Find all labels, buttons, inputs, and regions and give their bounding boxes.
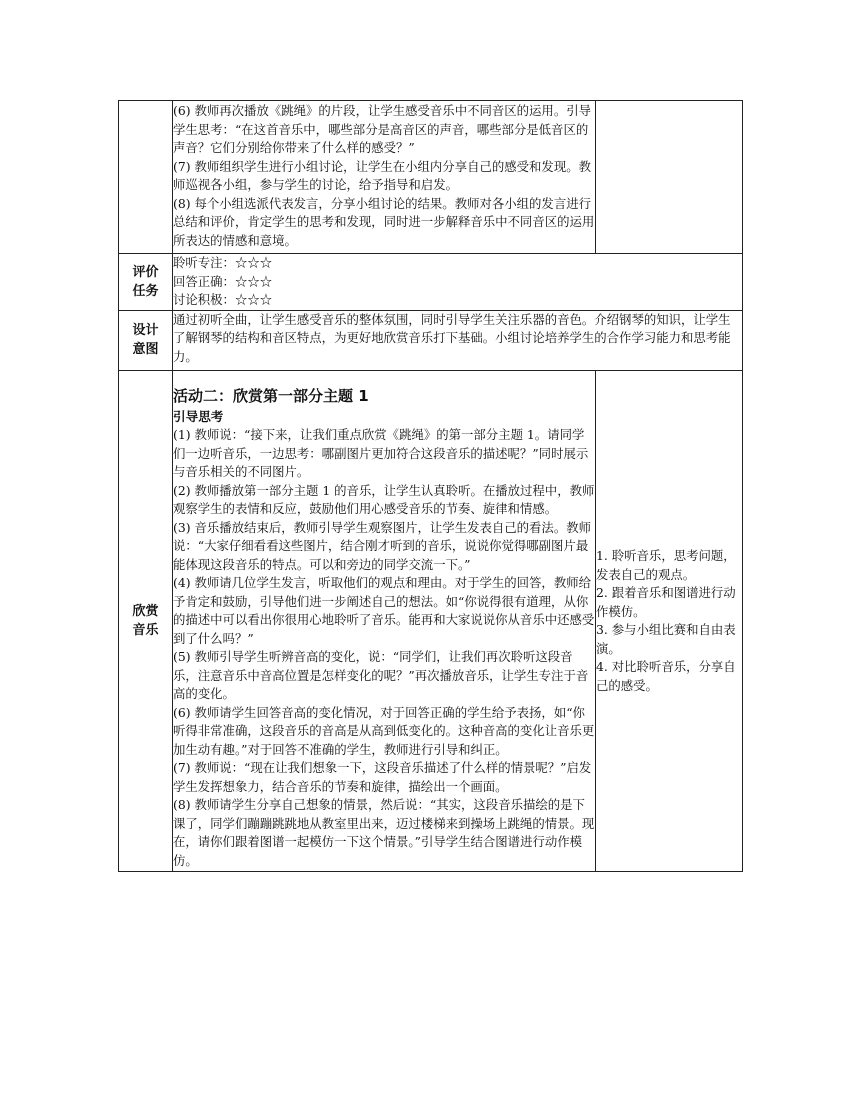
evaluation-item — [173, 273, 742, 292]
label-line: 评价 — [132, 264, 159, 280]
label-line: 欣赏 — [132, 604, 159, 619]
list-item: (6) 教师再次播放《跳绳》的片段，让学生感受音乐中不同音区的运用。引导学生思考：“在这首音乐中，哪些部分是高音区的声音，哪些部分是低音区的声音？它们分别给你带来了什么样的感受？” — [173, 103, 591, 155]
continued-label-cell — [119, 101, 173, 254]
student-activities-cell — [596, 371, 743, 872]
evaluation-content-cell — [173, 254, 743, 311]
evaluation-item-name: 聆听专注： — [173, 255, 235, 270]
label-line: 设计 — [132, 323, 159, 339]
star-rating: ☆☆☆ — [234, 292, 273, 307]
evaluation-item — [173, 254, 742, 273]
list-item: (5) 教师引导学生听辨音高的变化，说：“同学们，让我们再次聆听这段音乐，注意音乐中音高位置是怎样变化的呢？”再次播放音乐，让学生专注于音高的变化。 — [173, 649, 589, 701]
label-line: 音乐 — [132, 623, 159, 638]
list-item: (6) 教师请学生回答音高的变化情况，对于回答正确的学生给予表扬，如“你听得非常准确，这段音乐的音高是从高到低变化的。这种音高的变化让音乐更加生动有趣。”对于回答不准确的学生，教师进行引导和纠正。 — [173, 704, 595, 757]
evaluation-label — [119, 254, 173, 311]
appreciation-label — [119, 371, 173, 872]
appreciation-content-cell — [173, 371, 596, 872]
design-row — [119, 310, 743, 371]
continued-side-cell — [596, 101, 743, 254]
student-activity-item: 3. 参与小组比赛和自由表演。 — [596, 622, 736, 656]
design-label — [119, 310, 173, 371]
list-item: (4) 教师请几位学生发言，听取他们的观点和理由。对于学生的回答，教师给予肯定和鼓励，引导他们进一步阐述自己的想法。如“你说得很有道理，从你的描述中可以看出你很用心地聆听了音乐。能再和大家说说你从音乐中还感受到了什么吗？” — [173, 575, 595, 646]
label-line: 任务 — [132, 283, 159, 299]
appreciation-row — [119, 371, 743, 872]
list-item: (2) 教师播放第一部分主题 1 的音乐，让学生认真聆听。在播放过程中，教师观察学生的表情和反应，鼓励他们用心感受音乐的节奏、旋律和情感。 — [173, 482, 595, 516]
list-item: (7) 教师组织学生进行小组讨论，让学生在小组内分享自己的感受和发现。教师巡视各小组，参与学生的讨论，给予指导和启发。 — [173, 158, 591, 192]
continued-row — [119, 101, 743, 254]
section-subtitle: 引导思考 — [173, 409, 224, 424]
list-item: (8) 每个小组选派代表发言，分享小组讨论的结果。教师对各小组的发言进行总结和评价，肯定学生的思考和发现，同时进一步解释音乐中不同音区的运用所表达的情感和意境。 — [173, 195, 595, 248]
evaluation-item-name: 讨论积极： — [173, 292, 235, 307]
design-content-cell — [173, 310, 743, 371]
list-item: (7) 教师说：“现在让我们想象一下，这段音乐描述了什么样的情景呢？”启发学生发挥想象力，结合音乐的节奏和旋律，描绘出一个画面。 — [173, 760, 592, 794]
student-activity-item: 4. 对比聆听音乐，分享自己的感受。 — [596, 659, 736, 693]
continued-content-cell — [173, 101, 596, 254]
activity-title: 活动二：欣赏第一部分主题 1 — [173, 387, 369, 405]
list-item: (8) 教师请学生分享自己想象的情景，然后说：“其实，这段音乐描绘的是下课了，同学们蹦蹦跳跳地从教室里出来，迈过楼梯来到操场上跳绳的情景。现在，请你们跟着图谱一起模仿一下这个情景。”引导学生结合图谱进行动作模仿。 — [173, 797, 595, 868]
evaluation-row — [119, 254, 743, 311]
list-item: (3) 音乐播放结束后，教师引导学生观察图片，让学生发表自己的看法。教师说：“大家仔细看看这些图片，结合刚才听到的音乐，说说你觉得哪副图片最能体现这段音乐的特点。可以和旁边的同学交流一下。” — [173, 519, 591, 572]
design-text: 通过初听全曲，让学生感受音乐的整体氛围，同时引导学生关注乐器的音色。介绍钢琴的知识，让学生了解钢琴的结构和音区特点，为更好地欣赏音乐打下基础。小组讨论培养学生的合作学习能力和思考能力。 — [173, 311, 731, 364]
student-activity-item: 1. 聆听音乐，思考问题，发表自己的观点。 — [596, 548, 736, 582]
label-line: 意图 — [132, 342, 159, 358]
evaluation-item-name: 回答正确： — [173, 273, 235, 289]
lesson-plan-table — [118, 100, 743, 872]
list-item: (1) 教师说：“接下来，让我们重点欣赏《跳绳》的第一部分主题 1。请同学们一边听音乐，一边思考：哪副图片更加符合这段音乐的描述呢？”同时展示与音乐相关的不同图片。 — [173, 427, 589, 479]
star-rating: ☆☆☆ — [234, 255, 273, 270]
student-activity-item: 2. 跟着音乐和图谱进行动作模仿。 — [596, 585, 736, 619]
star-rating: ☆☆☆ — [234, 273, 273, 289]
evaluation-item — [173, 291, 742, 310]
